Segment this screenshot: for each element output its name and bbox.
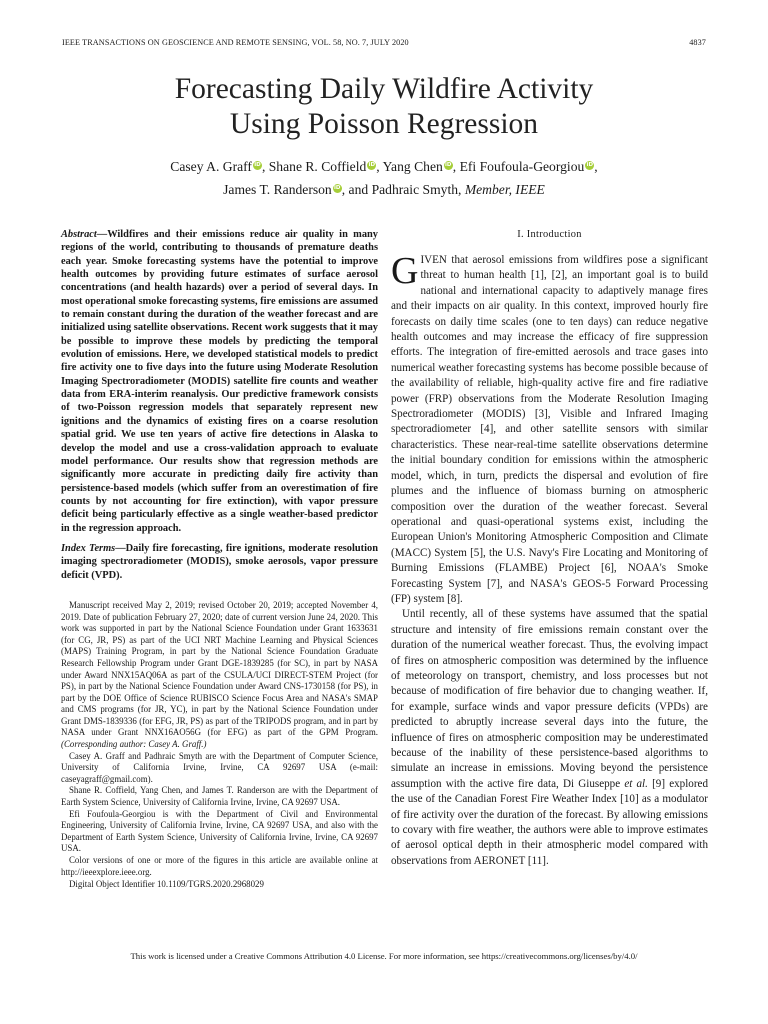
title-line-2: Using Poisson Regression [229,108,539,140]
author-role: Member, IEEE [464,182,545,197]
introduction-body [391,250,709,869]
abstract-text: —Wildfires and their emissions reduce air quality in many regions of the world, contributing to thousands of premature deaths each year. Smoke forecasting systems have the potential to improve health outcomes by providing future estimates of surface aerosol concentrations (and health hazards) over a period of several days. In most operational smoke forecasting systems, fire emissions are assumed to remain constant during the duration of the weather forecast and are initialized using satellite observations. Recent work suggests that it may be possible to improve these models by predicting the temporal evolution of emissions. Here, we developed statistical models to predict fire activity one to five days into the future using Moderate Resolution Imaging Spectroradiometer (MODIS) satellite fire counts and weather data from ERA-interim reanalysis. Our predictive framework consists of two-Poisson regression models that separately represent new ignitions and the dynamics of existing fires on a coarse resolution spatial grid. We use ten years of active fire detections in Alaska to develop the model and use a cross-validation approach to evaluate model performance. Our results show that regression methods are significantly more accurate in predicting daily fire activity than persistence-based models (which suffer from an overestimation of fire counts by not accounting for fire extinction), with vapor pressure deficit being particularly effective as a single weather-based predictor in the regression approach. [61,229,378,534]
orcid-icon[interactable]: iD [254,162,261,168]
manuscript-note: Manuscript received May 2, 2019; revised October 20, 2019; accepted November 4, 2019. Date of publication February 27, 2020; date of current version June 24, 2020. This work was supported in part by the National Science Foundation under Grant 1633631 (for CG, JR, PS) as part of the UCI NRT Machine Learning and Physical Sciences (MAPS) Training Program, in part by the National Science Foundation Graduate Research Fellowship Program under Grant DGE-1839285 (for SC), in part by NASA under Award NNX15AQ06A as part of the CSULA/UCI DIRECT-STEM Project (for PS), in part by the National Science Foundation under Award CNS-1730158 (for PS), in part by the DOE Office of Science RUBISCO Science Focus Area and NASA's SMAP and CMS programs (for JR, YC), in part by the National Science Foundation under Grant DMS-1839336 (for EFG, JR, PS) as part of the TRIPODS program, and in part by NASA under Grant NNX16AO56G (for EFG) as part of the GPM Program. (Corresponding author: Casey A. Graff.) [61,599,378,750]
author-name: Padhraic Smyth [371,182,459,197]
paragraph: GIVEN that aerosol emissions from wildfires pose a significant threat to human health [1], [2], an important goal is to build national and international capacity to adaptively manage fires and their impacts on air quality. In this context, improved hourly fire forecasts on daily time scales (one to ten days) can reduce negative health outcomes and may increase the efficacy of fire suppression efforts. The integration of fire-emitted aerosols and trace gases into numerical weather forecasting systems has become possible because of the availability of reliable, high-quality active fire and fire radiative power (FRP) observations from the Moderate Resolution Imaging Spectroradiometer (MODIS) [3], Visible and Infrared Imaging spectroradiometer [4], and other satellite sensors with similar characteristics. These near-real-time satellite observations determine the initial boundary condition for emissions within the atmospheric model, which, in turn, predicts the dispersal and evolution of fire plumes and the influence of biomass burning on atmospheric composition over the duration of the weather forecast. Several operational and quasi-operational systems exist, including the European Union's Monitoring Atmospheric Composition and Climate (MACC) System [5], the U.S. Navy's Fire Locating and Monitoring of Burning Emissions (FLAMBE) Project [6], NOAA's Smoke Forecasting System [7], and NASA's GEOS-5 Forward Processing (FP) system [8]. [391,250,708,605]
left-column [61,228,378,891]
orcid-icon[interactable]: iD [334,185,341,191]
doi-note: Digital Object Identifier 10.1109/TGRS.2020.2968029 [69,879,264,890]
author-name: Shane R. Coffield [268,159,367,174]
orcid-icon[interactable]: iD [445,162,452,168]
affiliation-note: Efi Foufoula-Georgiou is with the Department of Civil and Environmental Engineering, University of California Irvine, Irvine, CA 92697 USA, and also with the Department of Earth System Science, University of California Irvine, Irvine, CA 92697 USA. [61,808,378,854]
journal-name: IEEE TRANSACTIONS ON GEOSCIENCE AND REMOTE SENSING, VOL. 58, NO. 7, JULY 2020 [62,38,409,47]
abstract [61,228,378,535]
index-terms-label: Index Terms [61,542,116,554]
color-note: Color versions of one or more of the figures in this article are available online at http://ieeexplore.ieee.org. [61,855,378,877]
right-column [391,228,708,869]
page-number: 4837 [689,38,706,47]
corresponding-author: (Corresponding author: Casey A. Graff.) [61,739,207,750]
license-footer: This work is licensed under a Creative Commons Attribution 4.0 License. For more information, see https://creativecommons.org/licenses/by/4.0/ [130,951,638,961]
index-terms-text: —Daily fire forecasting, fire ignitions, moderate resolution imaging spectroradiometer (MODIS), smoke aerosols, vapor pressure deficit (VPD). [61,542,378,581]
title-line-1: Forecasting Daily Wildfire Activity [174,73,594,105]
author-list [0,155,768,201]
paragraph: Until recently, all of these systems have assumed that the spatial structure and intensity of fire emissions remain constant over the duration of the numerical weather forecast. Thus, the evolving impact of fires on atmospheric composition was determined by the influence of meteorology on transport, chemistry, and loss processes but not because of modification of fire behavior due to changing weather. If, for example, surface winds and vapor pressure deficits (VPDs) are predicted to abruptly increase several days into the future, the influence of fires on atmospheric composition may be underestimated because of the inability of these persistence-based algorithms to simulate an increase in emissions. Moving beyond the persistence assumption with the active fire data, Di Giuseppe et al. [9] explored the use of the Canadian Forest Fire Weather Index [10] as a modulator of fire activity over the duration of the forecast. By allowing emissions to covary with fire weather, the authors were able to improve estimates of aerosol optical depth in their atmospheric model compared with observations from AERONET [11]. [391,608,709,867]
orcid-icon[interactable]: iD [586,162,594,168]
orcid-icon[interactable]: iD [368,162,376,168]
drop-cap: G [391,250,419,292]
index-terms [61,542,378,582]
running-header [62,38,706,47]
author-name: James T. Randerson [223,182,332,197]
paper-title [0,72,768,142]
section-heading: I. Introduction [517,229,582,240]
abstract-label: Abstract [61,229,97,240]
affiliation-note: Casey A. Graff and Padhraic Smyth are with the Department of Computer Science, University of California Irvine, Irvine, CA 92697 USA (e-mail: caseyagraff@gmail.com). [61,750,378,784]
author-name: Casey A. Graff [170,159,252,174]
author-name: Efi Foufoula-Georgiou [459,159,585,174]
author-line-2: James T. Randerson iD, and Padhraic Smyth, Member, IEEE [223,182,545,197]
author-line-1: Casey A. Graff iD, Shane R. Coffield iD, Yang Chen iD, Efi Foufoula-Georgiou iD, [170,159,598,174]
affiliation-note: Shane R. Coffield, Yang Chen, and James T. Randerson are with the Department of Earth System Science, University of California Irvine, Irvine, CA 92697 USA. [61,785,378,808]
author-name: Yang Chen [382,159,443,174]
footnotes [61,600,378,891]
